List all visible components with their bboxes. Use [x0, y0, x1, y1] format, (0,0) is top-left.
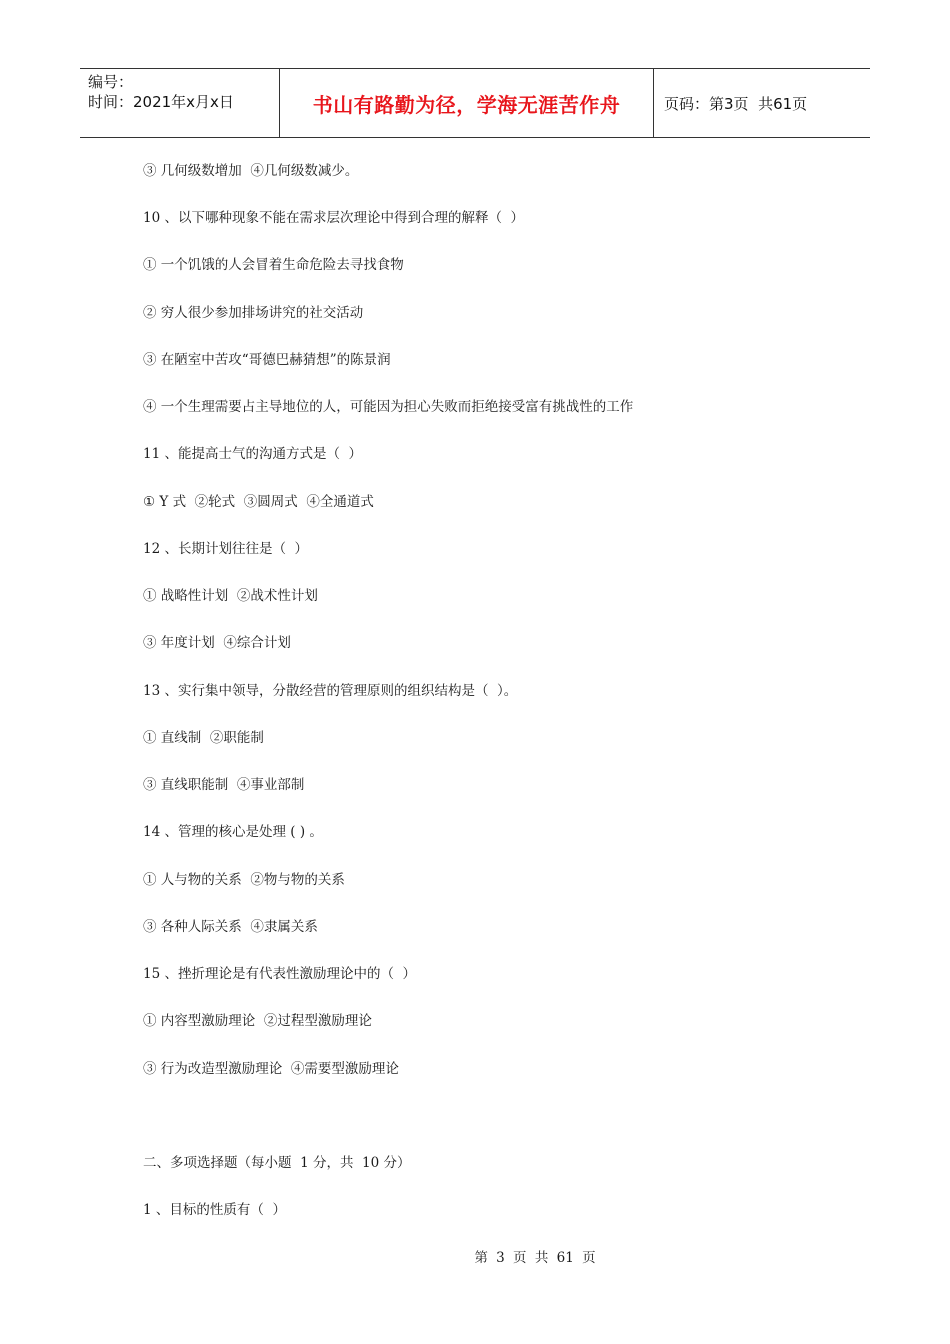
header-page-info: 页码：第3页 共61页 — [664, 94, 808, 113]
option-line: ③ 直线职能制 ④事业部制 — [143, 777, 305, 793]
option-line: ① 内容型激励理论 ②过程型激励理论 — [143, 1013, 372, 1029]
section-heading: 二、多项选择题（每小题 1 分，共 10 分） — [143, 1155, 411, 1171]
option-line: ③ 年度计划 ④综合计划 — [143, 635, 291, 651]
question-line: 14 、管理的核心是处理 ( ) 。 — [143, 824, 323, 840]
text-line: ③ 几何级数增加 ④几何级数减少。 — [143, 163, 359, 179]
option-line: ③ 各种人际关系 ④隶属关系 — [143, 919, 318, 935]
option-line: ② 穷人很少参加排场讲究的社交活动 — [143, 305, 364, 321]
option-line: ① 人与物的关系 ②物与物的关系 — [143, 872, 345, 888]
option-line: ① Y 式 ②轮式 ③圆周式 ④全通道式 — [143, 494, 374, 510]
question-line: 1 、目标的性质有（ ） — [143, 1202, 286, 1218]
question-line: 15 、挫折理论是有代表性激励理论中的（ ） — [143, 966, 417, 982]
question-line: 12 、长期计划往往是（ ） — [143, 541, 309, 557]
option-line: ④ 一个生理需要占主导地位的人，可能因为担心失败而拒绝接受富有挑战性的工作 — [143, 399, 634, 415]
page-footer: 第 3 页 共 61 页 — [474, 1250, 596, 1266]
question-line: 11 、能提高士气的沟通方式是（ ） — [143, 446, 363, 462]
question-line: 10 、以下哪种现象不能在需求层次理论中得到合理的解释（ ） — [143, 210, 525, 226]
document-time-label: 时间：2021年x月x日 — [88, 93, 234, 111]
option-line: ① 直线制 ②职能制 — [143, 730, 264, 746]
page-header — [80, 68, 870, 138]
question-line: 13 、实行集中领导，分散经营的管理原则的组织结构是（ ）。 — [143, 683, 518, 699]
document-number-label: 编号： — [88, 73, 134, 91]
option-line: ① 一个饥饿的人会冒着生命危险去寻找食物 — [143, 257, 404, 273]
option-line: ③ 在陋室中苦攻“哥德巴赫猜想”的陈景润 — [143, 352, 391, 368]
option-line: ① 战略性计划 ②战术性计划 — [143, 588, 318, 604]
option-line: ③ 行为改造型激励理论 ④需要型激励理论 — [143, 1061, 399, 1077]
header-meta — [80, 69, 280, 137]
header-motto: 书山有路勤为径，学海无涯苦作舟 — [280, 69, 654, 137]
